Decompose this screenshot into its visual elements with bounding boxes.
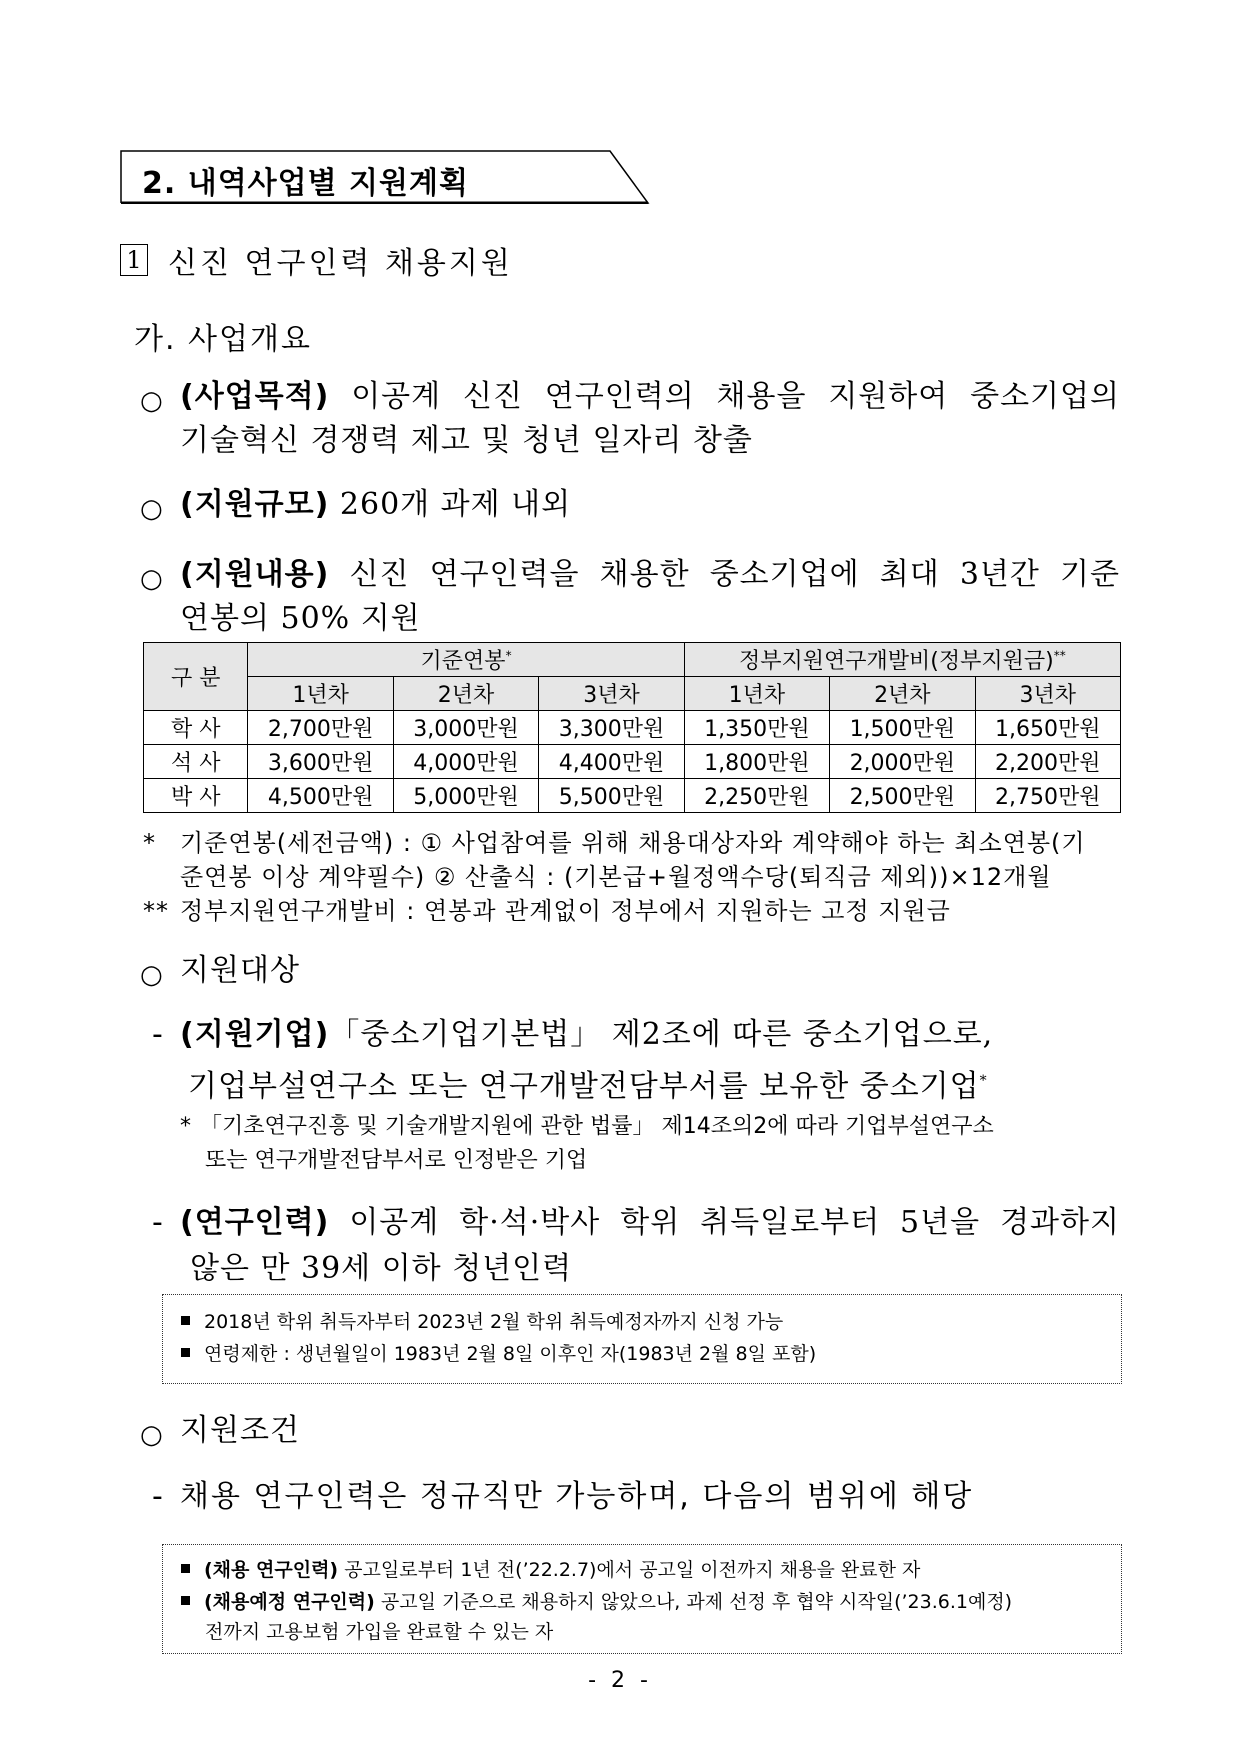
table-row bbox=[144, 779, 1121, 813]
dash-bullet: - bbox=[152, 1017, 164, 1052]
researcher-line2: 않은 만 39세 이하 청년인력 bbox=[190, 1251, 573, 1286]
table-cell: 2,200만원 bbox=[975, 745, 1120, 779]
table-cell: 2,500만원 bbox=[830, 779, 975, 813]
researcher-label: (연구인력) bbox=[180, 1205, 330, 1240]
section-banner bbox=[120, 150, 650, 204]
conditions-item: (채용 연구인력) 공고일로부터 1년 전(’22.2.7)에서 공고일 이전까지 채용을 완료한 자 bbox=[181, 1555, 920, 1585]
company-note-line2: 또는 연구개발전담부서로 인정받은 기업 bbox=[205, 1148, 588, 1173]
table-cell: 1,350만원 bbox=[684, 711, 829, 745]
circle-bullet-icon: ○ bbox=[140, 564, 163, 594]
purpose-line2: 기술혁신 경쟁력 제고 및 청년 일자리 창출 bbox=[180, 423, 753, 458]
purpose-line1 bbox=[180, 374, 1120, 420]
circle-bullet-icon: ○ bbox=[140, 960, 163, 990]
purpose-label: (사업목적) bbox=[180, 379, 330, 414]
table-cell: 3,600만원 bbox=[248, 745, 393, 779]
table-year-header: 2년차 bbox=[830, 677, 975, 711]
row-label: 박 사 bbox=[144, 779, 248, 813]
eligibility-box bbox=[162, 1294, 1122, 1384]
researcher-line1 bbox=[180, 1200, 1120, 1246]
table-row bbox=[144, 711, 1121, 745]
table-group2-header: 정부지원연구개발비(정부지원금)** bbox=[684, 643, 1120, 677]
purpose-text: 이공계 신진 연구인력의 채용을 지원하여 중소기업의 bbox=[351, 379, 1120, 414]
table-cell: 3,000만원 bbox=[393, 711, 538, 745]
page-number: - 2 - bbox=[588, 1668, 652, 1693]
table-year-header: 1년차 bbox=[248, 677, 393, 711]
table-group1-header: 기준연봉* bbox=[248, 643, 684, 677]
table-cell: 2,750만원 bbox=[975, 779, 1120, 813]
table-cell: 2,700만원 bbox=[248, 711, 393, 745]
content-line1 bbox=[180, 552, 1120, 598]
conditions-box bbox=[162, 1544, 1122, 1654]
funding-table bbox=[143, 642, 1121, 813]
table-cell: 4,400만원 bbox=[539, 745, 684, 779]
table-year-header: 1년차 bbox=[684, 677, 829, 711]
table-cell: 2,000만원 bbox=[830, 745, 975, 779]
note2-line: 정부지원연구개발비 : 연봉과 관계없이 정부에서 지원하는 고정 지원금 bbox=[180, 897, 951, 925]
table-cell: 3,300만원 bbox=[539, 711, 684, 745]
content-line2: 연봉의 50% 지원 bbox=[180, 601, 421, 636]
company-note-line1: 「기초연구진흥 및 기술개발지원에 관한 법률」 제14조의2에 따라 기업부설연구소 bbox=[200, 1114, 994, 1139]
scale-line bbox=[180, 482, 571, 528]
table-cell: 5,000만원 bbox=[393, 779, 538, 813]
note2-mark: ** bbox=[143, 897, 169, 925]
dash-bullet: - bbox=[152, 1205, 164, 1240]
table-corner: 구 분 bbox=[144, 643, 248, 711]
subsection-title: 신진 연구인력 채용지원 bbox=[168, 246, 513, 281]
note1-line2: 준연봉 이상 계약필수) ② 산출식 : (기본급+월정액수당(퇴직금 제외))×12개월 bbox=[180, 863, 1052, 891]
subsection-number-box: 1 bbox=[120, 244, 148, 276]
table-cell: 5,500만원 bbox=[539, 779, 684, 813]
note1-mark: * bbox=[143, 829, 156, 857]
company-text: 「중소기업기본법」 제2조에 따른 중소기업으로, bbox=[329, 1017, 994, 1052]
square-bullet-icon bbox=[181, 1316, 190, 1325]
circle-bullet-icon: ○ bbox=[140, 494, 163, 524]
row-label: 학 사 bbox=[144, 711, 248, 745]
table-cell: 1,800만원 bbox=[684, 745, 829, 779]
scale-text: 260개 과제 내외 bbox=[339, 487, 572, 522]
researcher-text: 이공계 학·석·박사 학위 취득일로부터 5년을 경과하지 bbox=[349, 1205, 1120, 1240]
table-year-header: 2년차 bbox=[393, 677, 538, 711]
square-bullet-icon bbox=[181, 1348, 190, 1357]
circle-bullet-icon: ○ bbox=[140, 1420, 163, 1450]
table-cell: 4,500만원 bbox=[248, 779, 393, 813]
conditions-heading: 지원조건 bbox=[180, 1413, 300, 1448]
square-bullet-icon bbox=[181, 1564, 190, 1573]
table-year-header: 3년차 bbox=[975, 677, 1120, 711]
note1-line1: 기준연봉(세전금액) : ① 사업참여를 위해 채용대상자와 계약해야 하는 최소연봉(기 bbox=[180, 829, 1086, 857]
table-cell: 1,650만원 bbox=[975, 711, 1120, 745]
overview-heading: 가. 사업개요 bbox=[134, 322, 312, 357]
table-cell: 4,000만원 bbox=[393, 745, 538, 779]
scale-label: (지원규모) bbox=[180, 487, 330, 522]
table-cell: 2,250만원 bbox=[684, 779, 829, 813]
section-title: 2. 내역사업별 지원계획 bbox=[142, 166, 469, 201]
company-line1 bbox=[180, 1012, 993, 1058]
table-row bbox=[144, 745, 1121, 779]
content-text: 신진 연구인력을 채용한 중소기업에 최대 3년간 기준 bbox=[349, 557, 1120, 592]
eligibility-item: 연령제한 : 생년월일이 1983년 2월 8일 이후인 자(1983년 2월 8일 포함) bbox=[181, 1339, 816, 1369]
row-label: 석 사 bbox=[144, 745, 248, 779]
table-year-header: 3년차 bbox=[539, 677, 684, 711]
circle-bullet-icon: ○ bbox=[140, 386, 163, 416]
conditions-item: (채용예정 연구인력) 공고일 기준으로 채용하지 않았으나, 과제 선정 후 협약 시작일(’23.6.1예정) bbox=[181, 1587, 1012, 1617]
dash-bullet: - bbox=[152, 1479, 164, 1514]
content-label: (지원내용) bbox=[180, 557, 330, 592]
target-heading: 지원대상 bbox=[180, 953, 300, 988]
company-note-mark: * bbox=[180, 1114, 191, 1139]
table-cell: 1,500만원 bbox=[830, 711, 975, 745]
company-label: (지원기업) bbox=[180, 1017, 330, 1052]
conditions-item-cont: 전까지 고용보험 가입을 완료할 수 있는 자 bbox=[205, 1621, 554, 1643]
square-bullet-icon bbox=[181, 1596, 190, 1605]
company-line2: 기업부설연구소 또는 연구개발전담부서를 보유한 중소기업* bbox=[188, 1069, 988, 1104]
conditions-line: 채용 연구인력은 정규직만 가능하며, 다음의 범위에 해당 bbox=[180, 1479, 974, 1514]
eligibility-item: 2018년 학위 취득자부터 2023년 2월 학위 취득예정자까지 신청 가능 bbox=[181, 1307, 783, 1337]
